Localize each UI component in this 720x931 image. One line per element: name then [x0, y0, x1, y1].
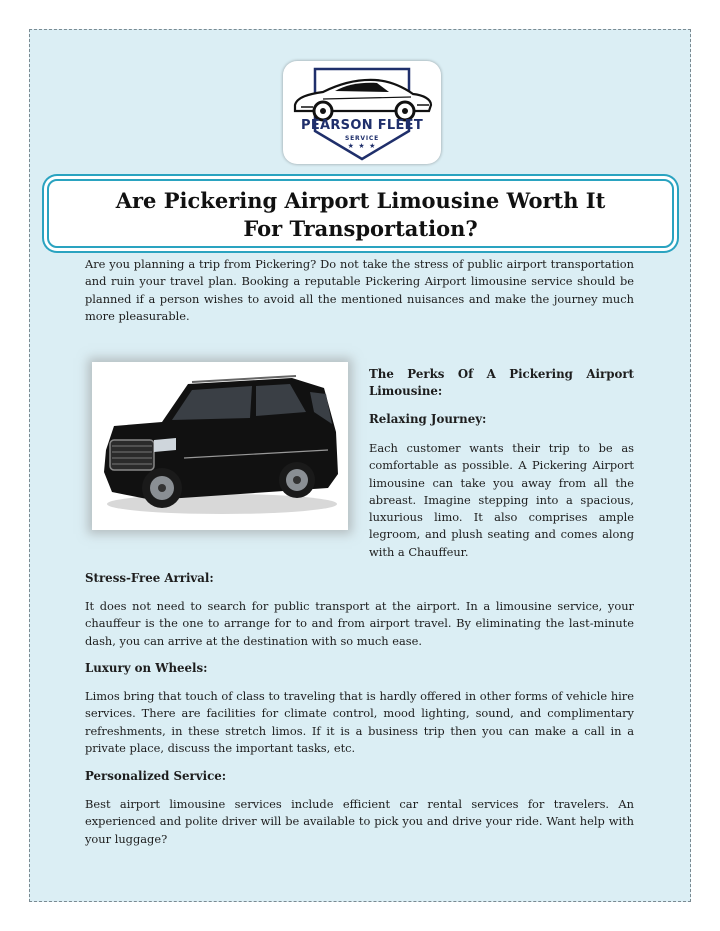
- company-logo: [283, 61, 441, 164]
- section-heading-relaxing-journey: Relaxing Journey:: [369, 412, 487, 426]
- section-body-personalized-service: Best airport limousine services include efficient car rental services for travelers. An experienced and polite driver will be available to pick you and drive your ride. Want help with your luggage?: [85, 797, 634, 846]
- logo-stars: ★ ★ ★: [347, 142, 377, 150]
- section-body-luxury-on-wheels: Limos bring that touch of class to traveling that is hardly offered in other forms of vehicle hire services. There are facilities for climate control, mood lighting, sound, and complimentary refreshments, in these stretch limos. If it is a business trip then you can make a call in a private place, discuss the important tasks, etc.: [85, 689, 634, 755]
- section-heading-personalized-service: Personalized Service:: [85, 769, 227, 783]
- perks-heading: The Perks Of A Pickering Airport Limousine:: [369, 367, 634, 398]
- suv-image: [92, 362, 348, 530]
- section-body-stress-free-arrival: It does not need to search for public transport at the airport. In a limousine service, your chauffeur is the one to arrange for to and from airport travel. By eliminating the last-minute dash, you can arrive at the destination with so much ease.: [85, 599, 634, 648]
- title-line-2: For Transportation?: [243, 216, 478, 241]
- page-title: [49, 187, 672, 243]
- logo-name: PEARSON FLEET: [301, 118, 423, 133]
- title-line-1: Are Pickering Airport Limousine Worth It: [115, 188, 606, 213]
- black-suv-graphic: [92, 362, 348, 530]
- title-box: [47, 179, 674, 248]
- intro-paragraph: Are you planning a trip from Pickering? Do not take the stress of public airport transportation and ruin your travel plan. Booking a reputable Pickering Airport limousine service should be planned if a person wishes to avoid all the mentioned nuisances and make the journey much more pleasurable.: [85, 257, 634, 323]
- section-heading-stress-free-arrival: Stress-Free Arrival:: [85, 571, 214, 585]
- section-heading-luxury-on-wheels: Luxury on Wheels:: [85, 661, 208, 675]
- logo-sub: SERVICE: [344, 135, 380, 142]
- section-body-relaxing-journey: Each customer wants their trip to be as comfortable as possible. A Pickering Airport limousine can take you away from all the abreast. Imagine stepping into a spacious, luxurious limo. It also comprises ample legroom, and plush seating and comes along with a Chauffeur.: [369, 441, 634, 559]
